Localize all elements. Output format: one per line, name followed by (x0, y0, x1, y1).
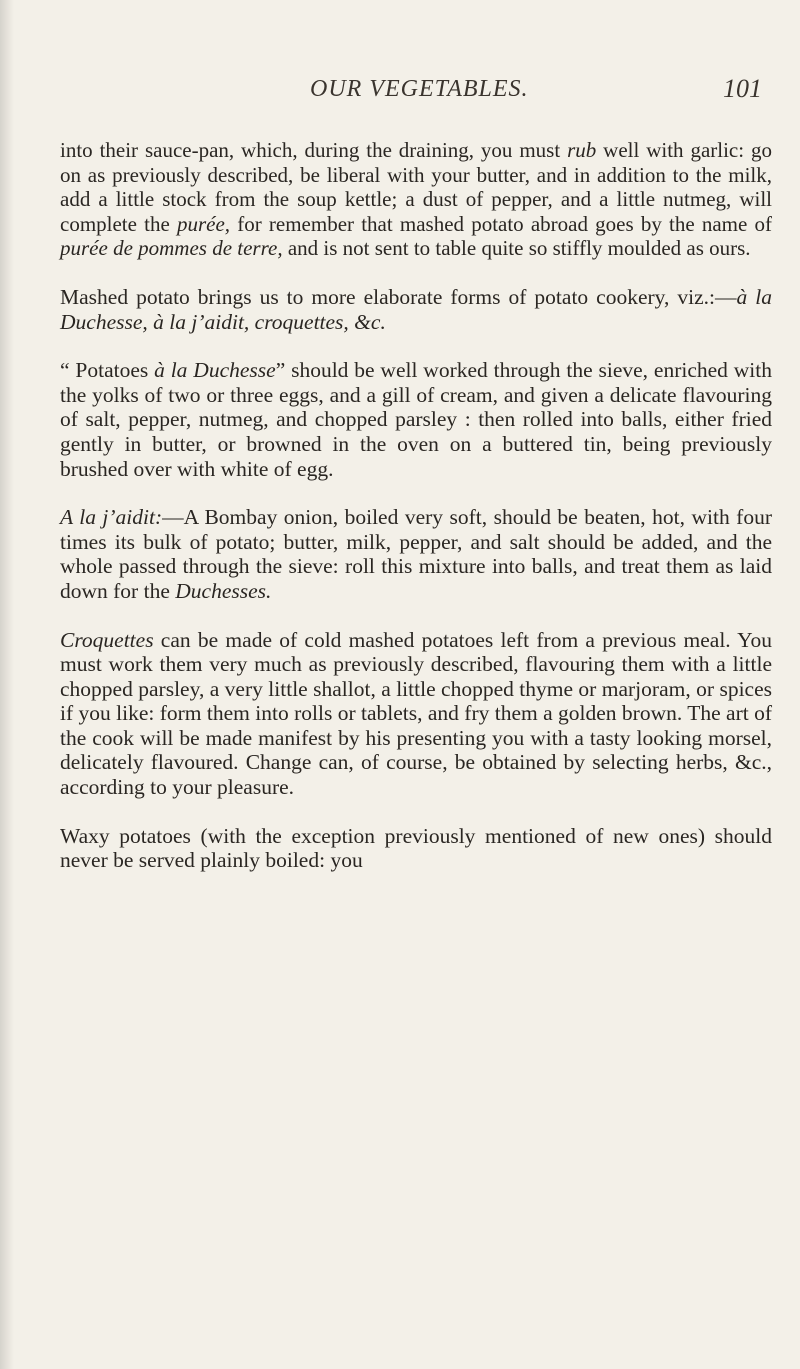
page-number: 101 (723, 74, 762, 103)
page-header (0, 70, 800, 110)
text-span: well with garlic: go on as previously described, be liberal with your butter, and in addition to the milk, add a little stock from the soup kettle; a dust of pepper, and a little nutmeg, will complete the (60, 138, 772, 236)
italic-span: purée de pommes de terre, (60, 236, 283, 261)
paragraph-duchesse (60, 358, 772, 481)
running-title: OUR VEGETABLES. (310, 76, 529, 102)
paragraph-elaborate-forms (60, 285, 772, 334)
paragraph-jaidit (60, 505, 772, 603)
text-span: can be made of cold mashed potatoes left from a previous meal. You must work them very much as previously described, flavouring them with a little chopped parsley, a very little shallot, a little chopped thyme or marjoram, or spices if you like: form them into rolls or tablets, and fry them a golden brown. The art of the cook will be made manifest by his presenting you with a tasty looking morsel, delicately flavoured. Change can, of course, be obtained by selecting herbs, &c., according to your pleasure. (60, 627, 772, 800)
text-span: and is not sent to table quite so stiffly moulded as ours. (282, 236, 751, 261)
text-span: Waxy potatoes (with the exception previously mentioned of new ones) should never be served plainly boiled: you (60, 823, 772, 873)
text-span: —A Bombay onion, boiled very soft, should be beaten, hot, with four times its bulk of potato; butter, milk, pepper, and salt should be added, and the whole passed through the sieve: roll this mixture into balls, and treat them as laid down for the (60, 505, 772, 603)
paragraph-croquettes (60, 628, 772, 800)
paragraph-mashed-potato (60, 138, 772, 261)
text-span: ” should be well worked through the sieve, enriched with the yolks of two or three eggs, and a gill of cream, and given a delicate flavouring of salt, pepper, nutmeg, and chopped parsley : then rolled into balls, either fried gently in butter, or browned in the oven on a buttered tin, being previously brushed over with white of egg. (60, 358, 772, 481)
body-text (60, 138, 772, 873)
italic-span: à la Duchesse (154, 358, 276, 383)
text-span: Mashed potato brings us to more elaborate forms of potato cookery, viz.:— (60, 284, 737, 309)
page-gutter-shadow (0, 0, 14, 1369)
italic-span: à la Duchesse, à la j’aidit, croquettes, &c. (60, 284, 772, 334)
text-span: into their sauce-pan, which, during the draining, you must (60, 138, 568, 162)
italic-span: A la j’aidit: (60, 505, 163, 530)
text-span: for remember that mashed potato abroad goes by the name of (230, 211, 773, 236)
italic-span: Croquettes (60, 627, 154, 652)
italic-span: rub (567, 138, 597, 162)
italic-span: purée, (176, 211, 231, 236)
italic-span: Duchesses. (175, 578, 272, 603)
text-span: “ Potatoes (60, 358, 155, 383)
paragraph-waxy-potatoes (60, 824, 772, 873)
